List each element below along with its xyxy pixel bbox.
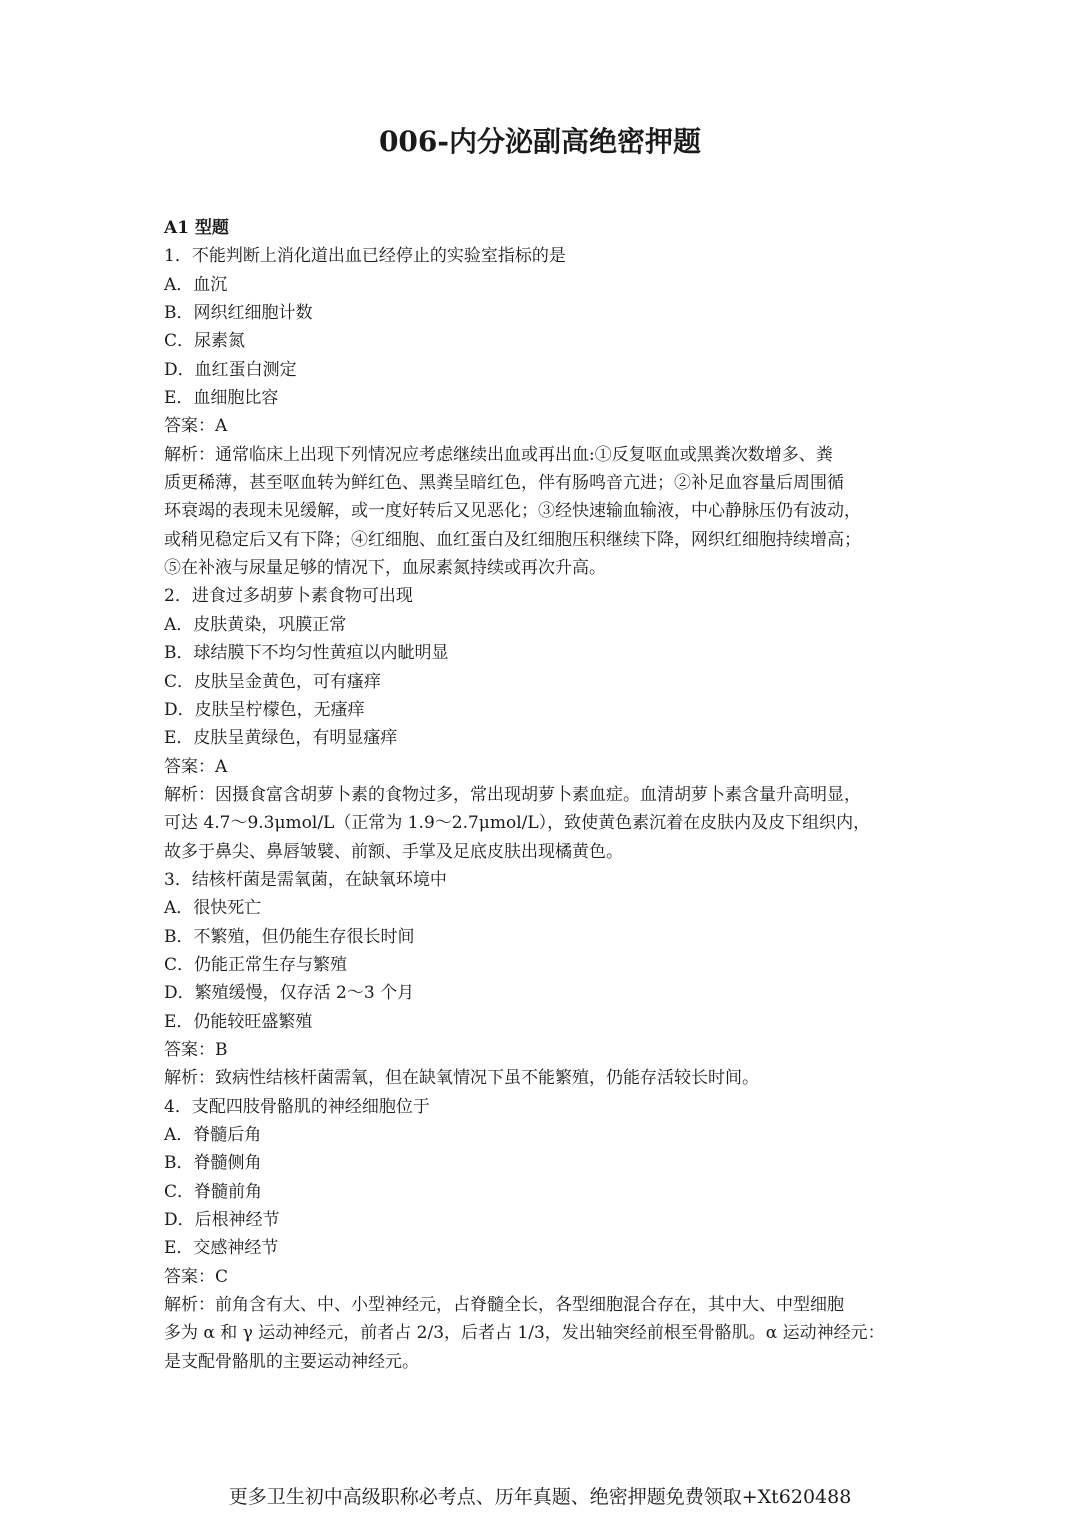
option-d: D．皮肤呈柠檬色，无瘙痒: [164, 699, 365, 720]
option-e: E．血细胞比容: [164, 388, 279, 409]
option-a: A．血沉: [164, 274, 228, 295]
answer: 答案：A: [164, 756, 228, 777]
analysis: [164, 441, 920, 583]
option-a: A．脊髓后角: [164, 1125, 262, 1145]
option-b: B．不繁殖，但仍能生存很长时间: [164, 926, 415, 947]
analysis-line: 是支配骨骼肌的主要运动神经元。: [164, 1351, 419, 1372]
promo-footer: 更多卫生初中高级职称必考点、历年真题、绝密押题免费领取+Xt620488: [228, 1486, 852, 1508]
analysis-line: 多为 α 和 γ 运动神经元，前者占 2/3，后者占 1/3，发出轴突经前根至骨骼肌。α 运动神经元：: [164, 1323, 885, 1344]
analysis-line: 或稍见稳定后又有下降；④红细胞、血红蛋白及红细胞压积继续下降，网织红细胞持续增高；: [164, 529, 861, 550]
question-stem: 1．不能判断上消化道出血已经停止的实验室指标的是: [164, 246, 566, 267]
option-c: C．仍能正常生存与繁殖: [164, 954, 348, 975]
question-block: [164, 866, 920, 1093]
question-block: [164, 582, 920, 865]
analysis-line: ⑤在补液与尿量足够的情况下，血尿素氮持续或再次升高。: [164, 558, 606, 579]
analysis-line: 解析：致病性结核杆菌需氧，但在缺氧情况下虽不能繁殖，仍能存活较长时间。: [164, 1068, 759, 1089]
question-stem: 3．结核杆菌是需氧菌，在缺氧环境中: [164, 869, 447, 890]
option-c: C．脊髓前角: [164, 1181, 263, 1202]
option-d: D．繁殖缓慢，仅存活 2～3 个月: [164, 983, 415, 1004]
analysis-line: 故多于鼻尖、鼻唇皱襞、前额、手掌及足底皮肤出现橘黄色。: [164, 841, 623, 862]
question-content: [164, 214, 920, 1376]
analysis-line: 解析：通常临床上出现下列情况应考虑继续出血或再出血:①反复呕血或黑粪次数增多、粪: [164, 444, 833, 465]
option-e: E．皮肤呈黄绿色，有明显瘙痒: [164, 728, 398, 749]
analysis: [164, 781, 920, 866]
option-d: D．血红蛋白测定: [164, 359, 297, 380]
answer: 答案：B: [164, 1039, 228, 1060]
analysis-line: 可达 4.7～9.3μmol/L（正常为 1.9～2.7μmol/L），致使黄色素沉着在皮肤内及皮下组织内，: [164, 813, 871, 834]
option-c: C．尿素氮: [164, 331, 246, 352]
analysis-line: 解析：前角含有大、中、小型神经元，占脊髓全长，各型细胞混合存在，其中大、中型细胞: [164, 1295, 844, 1316]
question-stem: 2．进食过多胡萝卜素食物可出现: [164, 586, 413, 607]
analysis: [164, 1291, 920, 1376]
option-a: A．很快死亡: [164, 898, 262, 919]
option-b: B．球结膜下不均匀性黄疸以内眦明显: [164, 643, 449, 664]
question-block: [164, 242, 920, 582]
answer: 答案：A: [164, 416, 228, 437]
option-c: C．皮肤呈金黄色，可有瘙痒: [164, 671, 382, 692]
analysis: [164, 1064, 920, 1092]
section-heading: A1 型题: [164, 218, 229, 238]
option-e: E．仍能较旺盛繁殖: [164, 1011, 313, 1032]
question-block: [164, 1093, 920, 1376]
option-e: E．交感神经节: [164, 1238, 279, 1259]
document-title: 006-内分泌副高绝密押题: [378, 125, 702, 158]
option-b: B．脊髓侧角: [164, 1153, 262, 1174]
answer: 答案：C: [164, 1266, 229, 1287]
analysis-line: 环衰竭的表现未见缓解，或一度好转后又见恶化；③经快速输血输液，中心静脉压仍有波动，: [164, 501, 861, 522]
option-b: B．网织红细胞计数: [164, 303, 313, 324]
option-a: A．皮肤黄染，巩膜正常: [164, 614, 347, 635]
analysis-line: 质更稀薄，甚至呕血转为鲜红色、黑粪呈暗红色，伴有肠鸣音亢进；②补足血容量后周围循: [164, 473, 844, 494]
analysis-line: 解析：因摄食富含胡萝卜素的食物过多，常出现胡萝卜素血症。血清胡萝卜素含量升高明显，: [164, 784, 861, 805]
option-d: D．后根神经节: [164, 1210, 280, 1231]
question-stem: 4．支配四肢骨骼肌的神经细胞位于: [164, 1096, 430, 1117]
